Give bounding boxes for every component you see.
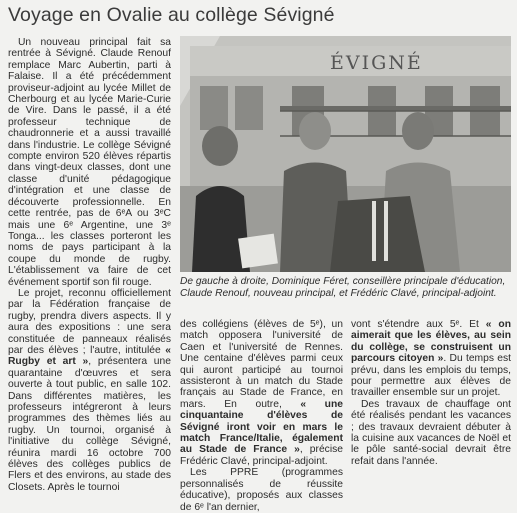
article-title: Voyage en Ovalie au collège Sévigné [8, 4, 335, 26]
building-sign: ÉVIGNÉ [330, 52, 423, 74]
article-column-3 [351, 319, 511, 467]
article-column-2 [180, 319, 343, 513]
paragraph-ppre: Les PPRE (programmes personnalisés de réussite éducative), proposés aux classes de 6ᵉ l'an dernier, [180, 467, 343, 513]
article-photo [180, 36, 511, 272]
paragraph-match: des collégiens (élèves de 5ᵉ), un match opposera l'université de Caen et l'université de Rennes. Une centaine d'élèves parmi ceux qui auront participé au tournoi assisteront à un match du Stade français au Stade de France, en mars. En outre, « une cinquantaine d'élèves de Sévigné iront voir en mars le match France/Italie, également au Stade de France », précise Frédéric Clavé, principal-adjoint. [180, 319, 343, 467]
paragraph-intro: Un nouveau principal fait sa rentrée à Sévigné. Claude Renouf remplace Marc Aubertin, parti à Falaise. Il a été précédemment proviseur-adjoint au lycée Millet de Cherbourg et au lycée Marie-Curie de Vire. Dans le passé, il a été professeur technique de chaudronnerie et a aussi travaillé dans l'industrie. Le collège Sévigné compte environ 520 élèves répartis dans vingt-deux classes, dont une classe d'unité pédagogique d'intégration et une classe de découverte professionnelle. En cette rentrée, pas de 6ᵉA ou 3ᵉC mais une 6ᵉ Argentine, une 3ᵉ Tonga... les classes porteront les noms de pays participant à la coupe du monde de rugby. L'établissement va faire de cet événement sportif son fil rouge. [8, 37, 171, 288]
paragraph-citizen: vont s'étendre aux 5ᵉ. Et « on aimerait que les élèves, au sein du collège, se construisent un parcours citoyen ». Du temps est prévu, dans les emplois du temps, pour permettre aux élèves de travailler ensemble sur un projet. [351, 319, 512, 399]
article-column-1 [8, 37, 171, 493]
paragraph-works: Des travaux de chauffage ont été réalisés pendant les vacances ; des travaux devraient débuter à la cuisine aux vacances de Noël et le pôle santé-social devrait être refait dans l'année. [351, 398, 511, 467]
photo-caption: De gauche à droite, Dominique Féret, conseillère principale d'éducation, Claude Renouf, nouveau principal, et Frédéric Clavé, principal-adjoint. [180, 276, 506, 299]
paragraph-project: Le projet, reconnu officiellement par la Fédération française de rugby, prendra divers aspects. Il y aura des expositions : une sera constituée de panneaux réalisés par des élèves ; l'autre, intitulée « Rugby et art », présentera une quarantaine d'œuvres et sera ouverte à tout public, en salle 102. Dans différentes matières, les professeurs intégreront à leurs programmes des thèmes liés au rugby. Un tournoi, organisé à l'initiative du collège Sévigné, réunira mardi 16 octobre 700 élèves des collèges publics de Flers et des environs, au stade des Closets. Après le tournoi [8, 287, 171, 493]
